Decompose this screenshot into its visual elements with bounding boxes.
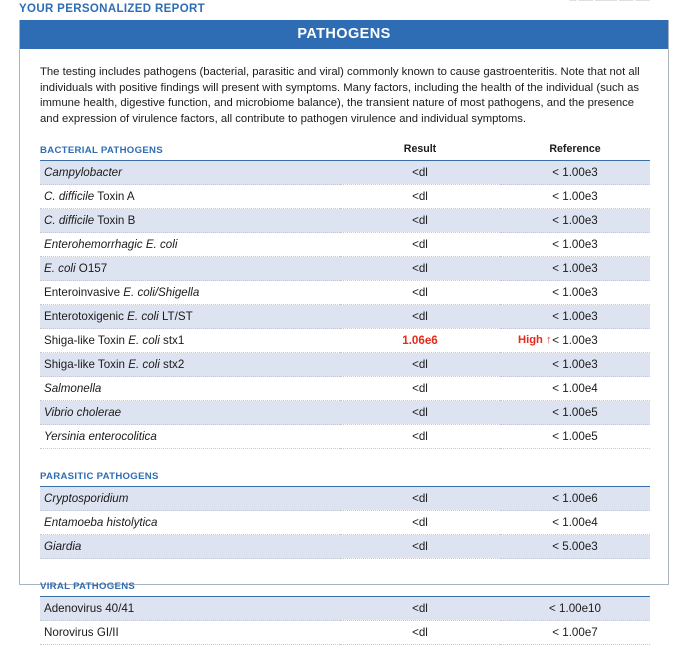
result-value-cell: <dl xyxy=(340,511,500,535)
pathogen-name-cell xyxy=(40,353,340,377)
intro-paragraph: The testing includes pathogens (bacterial, parasitic and viral) commonly known to cause gastroenteritis. Note that not all individuals with positive findings will present with symptoms. Many factors, including the health of the individual (such as immune health, digestive function, and microbiome balance), the transient nature of most pathogens, and the presence and expression of virulence factors, all contribute to pathogen virulence and individual symptoms. xyxy=(40,66,640,125)
page-watermark xyxy=(569,0,650,3)
pathogen-name-cell xyxy=(40,185,340,209)
table-row xyxy=(40,487,650,511)
reference-range-cell: < 1.00e7 xyxy=(500,621,650,645)
result-value-cell: <dl xyxy=(340,377,500,401)
reference-range-cell: < 1.00e4 xyxy=(500,511,650,535)
reference-range-cell: < 1.00e3 xyxy=(500,185,650,209)
reference-range-cell: < 1.00e3 xyxy=(500,305,650,329)
table-row xyxy=(40,185,650,209)
table-row xyxy=(40,209,650,233)
pathogen-name-cell xyxy=(40,621,340,645)
section-label-text: BACTERIAL PATHOGENS xyxy=(40,145,163,157)
pathogen-name-part: Adenovirus 40/41 xyxy=(44,602,135,616)
column-header-reference xyxy=(500,568,650,597)
pathogen-name-part: E. coli xyxy=(44,262,76,276)
pathogen-name-cell xyxy=(40,377,340,401)
result-value-cell: <dl xyxy=(340,353,500,377)
reference-range-cell: < 1.00e3 xyxy=(500,161,650,185)
table-row xyxy=(40,281,650,305)
result-value-cell: <dl xyxy=(340,257,500,281)
pathogen-name-cell xyxy=(40,305,340,329)
pathogen-name-part: Toxin B xyxy=(94,214,136,228)
result-value-cell: <dl xyxy=(340,487,500,511)
pathogen-name-part: Enterohemorrhagic E. coli xyxy=(44,238,178,252)
result-value-cell: <dl xyxy=(340,621,500,645)
section-header-row xyxy=(40,139,650,161)
table-row xyxy=(40,535,650,559)
pathogen-name-part: Cryptosporidium xyxy=(44,492,129,506)
result-value-cell: <dl xyxy=(340,425,500,449)
section-label-text: PARASITIC PATHOGENS xyxy=(40,471,159,483)
pathogen-name-part: Salmonella xyxy=(44,382,102,396)
pathogen-name-part: E. coli xyxy=(127,310,159,324)
pathogen-name-part: C. difficile xyxy=(44,214,95,228)
result-value-cell: <dl xyxy=(340,209,500,233)
table-row xyxy=(40,257,650,281)
section-spacer xyxy=(40,559,650,569)
pathogen-name-part: Shiga-like Toxin xyxy=(44,334,129,348)
pathogen-name-cell xyxy=(40,535,340,559)
reference-range-cell: < 1.00e4 xyxy=(500,377,650,401)
pathogen-name-part: E. coli xyxy=(128,334,160,348)
page-title: PATHOGENS xyxy=(20,20,668,51)
table-row xyxy=(40,425,650,449)
pathogen-name-part: Entamoeba histolytica xyxy=(44,516,158,530)
result-value-cell: <dl xyxy=(340,161,500,185)
table-row xyxy=(40,329,650,353)
table-row xyxy=(40,353,650,377)
panel-body xyxy=(20,51,668,645)
pathogen-name-cell xyxy=(40,161,340,185)
reference-range-cell: < 1.00e5 xyxy=(500,425,650,449)
pathogen-name-part: Vibrio cholerae xyxy=(44,406,122,420)
column-header-result xyxy=(340,139,500,161)
pathogen-name-cell xyxy=(40,425,340,449)
pathogen-name-cell xyxy=(40,597,340,621)
section-label-text: VIRAL PATHOGENS xyxy=(40,581,136,593)
pathogen-name-part: Campylobacter xyxy=(44,166,122,180)
reference-range-cell: < 1.00e6 xyxy=(500,487,650,511)
column-header-result xyxy=(340,458,500,487)
pathogen-name-cell xyxy=(40,401,340,425)
report-eyebrow-label: YOUR PERSONALIZED REPORT xyxy=(19,3,206,15)
section-spacer xyxy=(40,449,650,459)
result-value-cell: <dl xyxy=(340,185,500,209)
pathogen-name-part: Enterotoxigenic xyxy=(44,310,128,324)
table-row xyxy=(40,305,650,329)
pathogen-name-part: E. coli/Shigella xyxy=(123,286,200,300)
section-label xyxy=(40,458,340,487)
table-row xyxy=(40,161,650,185)
table-row xyxy=(40,621,650,645)
pathogen-name-cell xyxy=(40,209,340,233)
pathogen-name-part: LT/ST xyxy=(158,310,193,324)
pathogen-name-part: O157 xyxy=(75,262,108,276)
pathogen-results-table xyxy=(40,139,650,645)
result-value-cell: <dl xyxy=(340,281,500,305)
table-row xyxy=(40,597,650,621)
table-row xyxy=(40,377,650,401)
column-header-reference xyxy=(500,139,650,161)
pathogen-name-cell xyxy=(40,511,340,535)
result-value-cell: <dl xyxy=(340,233,500,257)
column-header-result xyxy=(340,568,500,597)
table-row xyxy=(40,233,650,257)
status-badge: High ↑ xyxy=(518,334,552,347)
pathogen-name-part: Giardia xyxy=(44,540,82,554)
table-row xyxy=(40,511,650,535)
pathogens-panel xyxy=(19,20,669,640)
pathogen-name-part: stx2 xyxy=(159,358,185,372)
result-value-cell: <dl xyxy=(340,597,500,621)
pathogen-name-cell xyxy=(40,281,340,305)
column-header-reference xyxy=(500,458,650,487)
pathogen-name-part: Toxin A xyxy=(94,190,135,204)
pathogen-name-part: C. difficile xyxy=(44,190,95,204)
pathogen-name-part: Norovirus GI/II xyxy=(44,626,119,640)
result-value-cell: <dl xyxy=(340,305,500,329)
result-value-cell: <dl xyxy=(340,401,500,425)
pathogen-name-part: Shiga-like Toxin xyxy=(44,358,129,372)
reference-range-cell: < 1.00e10 xyxy=(500,597,650,621)
reference-range-cell: < 1.00e3 xyxy=(500,257,650,281)
section-header-row xyxy=(40,568,650,597)
section-label xyxy=(40,568,340,597)
reference-range-cell: < 1.00e3 xyxy=(500,233,650,257)
pathogen-name-part: stx1 xyxy=(159,334,185,348)
section-label xyxy=(40,139,340,161)
column-header-reference-text: Reference xyxy=(549,143,601,156)
reference-range-cell: < 5.00e3 xyxy=(500,535,650,559)
reference-range-cell: < 1.00e3 xyxy=(500,329,650,353)
table-row xyxy=(40,401,650,425)
pathogen-name-part: Yersinia enterocolitica xyxy=(44,430,157,444)
result-value-cell: <dl xyxy=(340,535,500,559)
reference-range-cell: < 1.00e5 xyxy=(500,401,650,425)
pathogen-name-cell xyxy=(40,329,340,353)
reference-range-cell: < 1.00e3 xyxy=(500,353,650,377)
reference-range-cell: < 1.00e3 xyxy=(500,209,650,233)
pathogen-name-cell xyxy=(40,233,340,257)
pathogen-name-cell xyxy=(40,487,340,511)
pathogen-name-part: E. coli xyxy=(128,358,160,372)
reference-range-cell: < 1.00e3 xyxy=(500,281,650,305)
pathogen-name-part: Enteroinvasive xyxy=(44,286,124,300)
section-header-row xyxy=(40,458,650,487)
result-value-cell: 1.06e6 High ↑ xyxy=(340,329,500,353)
column-header-result-text: Result xyxy=(403,143,437,156)
pathogen-name-cell xyxy=(40,257,340,281)
